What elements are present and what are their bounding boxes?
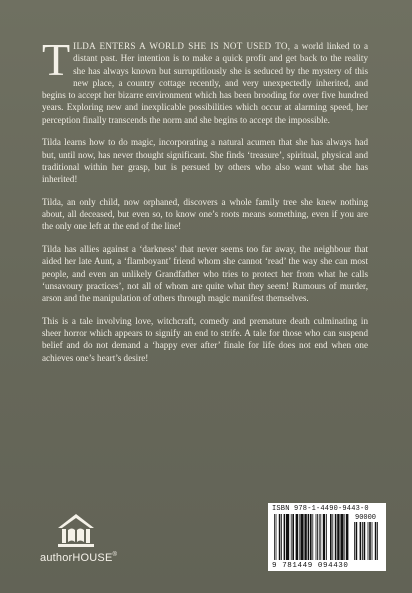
barcode-bar (354, 522, 355, 560)
barcode-bar (300, 514, 303, 560)
barcode-bar (346, 514, 348, 560)
blurb-paragraph-3: Tilda, an only child, now orphaned, discovers a whole family tree she knew nothing about, all deceased, but even so, to know one’s roots means something, even if you are the only one left at the end of the line! (42, 196, 368, 232)
barcode-bar (326, 514, 327, 560)
barcode-addon-bars (354, 522, 382, 560)
publisher-logo (40, 512, 118, 572)
barcode-bar (312, 514, 313, 560)
barcode-bar (375, 522, 377, 560)
blurb-text (42, 34, 368, 374)
barcode-bar (368, 522, 369, 560)
barcode-bar (337, 514, 339, 560)
blurb-lead-caps: ILDA ENTERS A WORLD SHE IS NOT USED TO, (73, 41, 291, 51)
barcode-bar (284, 514, 286, 560)
barcode-main-bars (274, 514, 350, 560)
barcode-bar (340, 514, 343, 560)
barcode-bar (377, 522, 378, 560)
barcode-bar (330, 514, 332, 560)
registered-mark: ® (112, 552, 118, 558)
barcode-bar (304, 514, 306, 560)
barcode-bar (286, 514, 289, 560)
barcode-bar (281, 514, 282, 560)
price-code: 90000 (355, 514, 377, 522)
barcode-number: 9 781449 094430 (272, 562, 349, 570)
drop-cap: T (42, 34, 71, 85)
barcode-bar (299, 514, 300, 560)
publisher-name-text: authorHOUSE (40, 552, 113, 564)
barcode-bar (319, 514, 320, 560)
barcode-bar (320, 514, 321, 560)
barcode-bar (364, 522, 366, 560)
barcode-bar (274, 514, 275, 560)
barcode-bar (291, 514, 292, 560)
barcode-bar (317, 514, 318, 560)
barcode-bar (310, 514, 312, 560)
barcode-bar (372, 522, 373, 560)
barcode-bar (344, 514, 345, 560)
barcode-bar (369, 522, 371, 560)
isbn-barcode (268, 503, 386, 571)
barcode-bar (362, 522, 363, 560)
barcode-bar (296, 514, 298, 560)
blurb-paragraph-1-rest: a world linked to a distant past. Her intention is to make a quick profit and get back to the reality she has always known but surruptitiously she is seduced by the mystery of this new place, a country cottage recently, and very unexpectedly inherited, and begins to accept her bizarre environment which has been brooding for over five hundred years. Exploring new and inexplicable possibilities which occur at alarming speed, her perception finally transcends the norm and she begins to accept the impossible. (42, 41, 368, 125)
book-arch-logo-icon (54, 512, 98, 550)
blurb-paragraph-2: Tilda learns how to do magic, incorporating a natural acumen that she has always had but, until now, has never thought significant. She finds ‘treasure’, spiritual, physical and traditional within her grasp, but is persued by others who also want what she has inherited! (42, 137, 368, 184)
barcode-bar (356, 522, 358, 560)
barcode-bar (332, 514, 333, 560)
isbn-label: ISBN 978-1-4490-9443-0 (272, 505, 369, 513)
barcode-bar (308, 514, 310, 560)
barcode-bar (335, 514, 337, 560)
publisher-name (40, 552, 120, 564)
barcode-bar (360, 522, 362, 560)
barcode-bar (292, 514, 294, 560)
barcode-bar (316, 514, 317, 560)
blurb-paragraph-4: Tilda has allies against a ‘darkness’ that never seems too far away, the neighbour that aided her late Aunt, a ‘flamboyant’ friend whom she cannot ‘read’ the way she can most people, and even an unlikely Grandfather who tries to protect her from what he calls ‘unsavoury practices’, not all of whom are quite what they seem! Rumours of murder, arson and the manipulation of others through magic manifest themselves. (42, 244, 368, 303)
barcode-bar (323, 514, 325, 560)
barcode-bar (276, 514, 277, 560)
blurb-paragraph-5: This is a tale involving love, witchcraft, comedy and premature death culminating in sheer horror which appears to signify an end to strife. A tale for those who can suspend belief and do not demand a ‘happy ever after’ finale for life does not end when one achieves one’s heart’s desire! (42, 315, 368, 363)
barcode-bar (279, 514, 281, 560)
blurb-paragraph-1 (42, 34, 368, 126)
